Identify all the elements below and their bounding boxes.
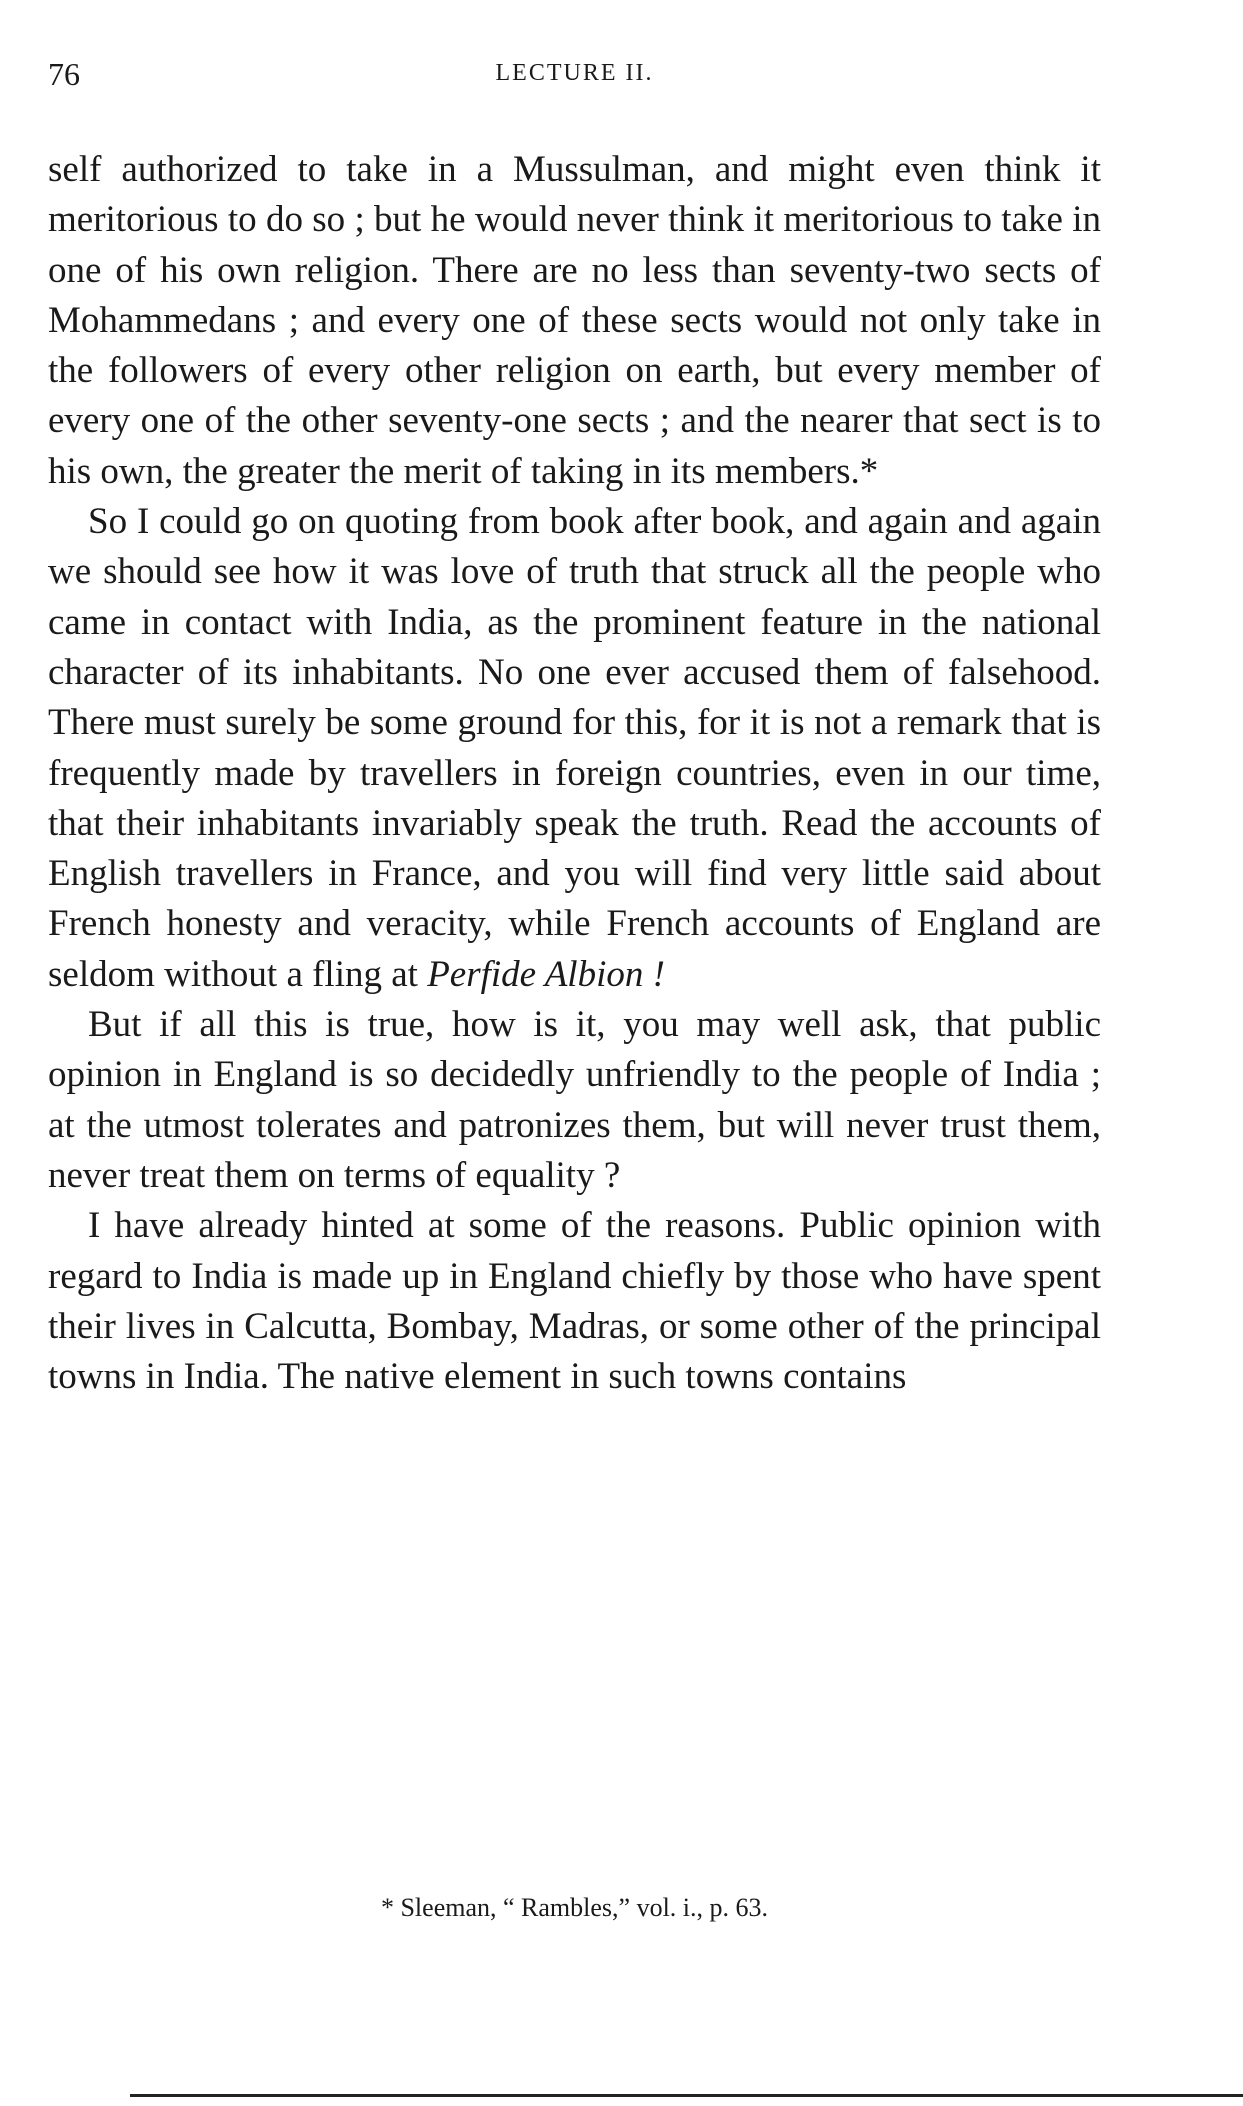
bottom-rule (130, 2094, 1243, 2097)
paragraph-2-text: So I could go on quoting from book after book, and again and again we should see how it was love of truth that struck all the people who came in contact with India, as the prominent feature in the national character of its inhabitants. No one ever accused them of falsehood. There must surely be some ground for this, for it is not a remark that is frequently made by travellers in foreign countries, even in our time, that their inhabitants invariably speak the truth. Read the accounts of English travellers in France, and you will find very little said about French honesty and veracity, while French accounts of England are seldom without a fling at (48, 501, 1101, 995)
paragraph-2 (48, 497, 1101, 1000)
paragraph-4: I have already hinted at some of the reasons. Public opinion with regard to India is made up in England chiefly by those who have spent their lives in Calcutta, Bombay, Madras, or some other of the principal towns in India. The native element in such towns contains (48, 1205, 1101, 1398)
footnote: * Sleeman, “ Rambles,” vol. i., p. 63. (380, 1893, 769, 1922)
page-header (48, 56, 1101, 96)
paragraph-3: But if all this is true, how is it, you may well ask, that public opinion in England is so decidedly unfriendly to the people of India ; at the utmost tolerates and patronizes them, but will never trust them, never treat them on terms of equality ? (48, 1004, 1101, 1196)
body-text (48, 145, 1101, 1402)
running-head: LECTURE II. (495, 60, 654, 86)
italic-phrase: Perfide Albion ! (427, 953, 665, 995)
page-number: 76 (48, 56, 80, 92)
paragraph-1: self authorized to take in a Mussulman, and might even think it meritorious to do so ; but he would never think it meritorious to take in one of his own religion. There are no less than seventy-two sects of Mohammedans ; and every one of these sects would not only take in the followers of every other religion on earth, but every member of every one of the other seventy-one sects ; and the nearer that sect is to his own, the greater the merit of taking in its members.* (48, 149, 1101, 492)
